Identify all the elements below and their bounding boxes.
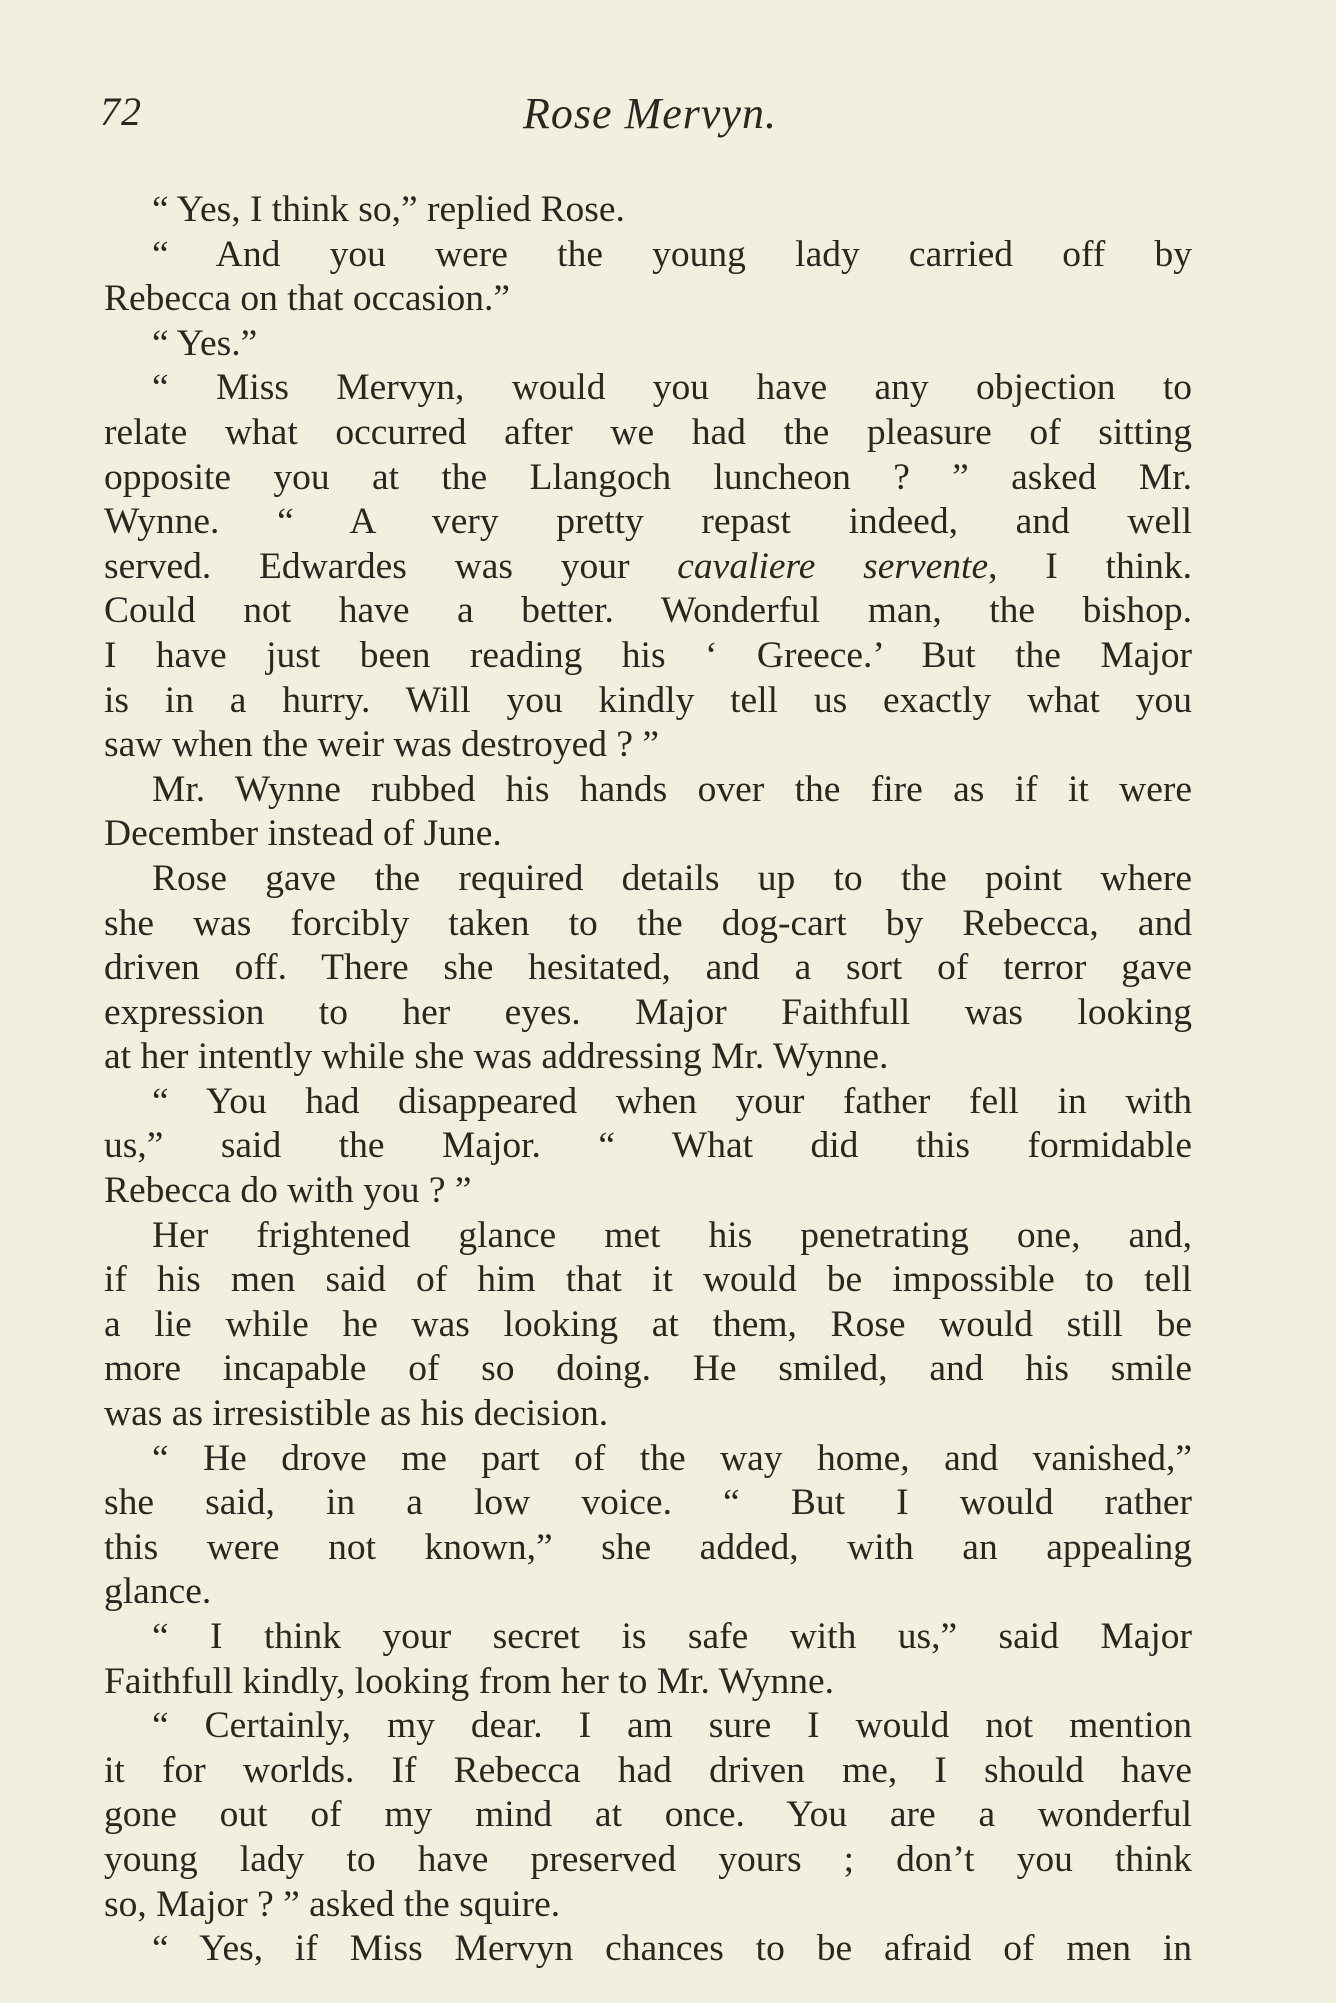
text-line: glance. (104, 1571, 212, 1613)
text-line: Mr. Wynne rubbed his hands over the fire as if it were (152, 768, 1192, 810)
text-line: was as irresistible as his decision. (104, 1393, 609, 1435)
text-line: opposite you at the Llangoch luncheon ? ” asked Mr. (104, 456, 1192, 498)
text-line: young lady to have preserved yours ; don’t you think (104, 1838, 1192, 1880)
text-line: Could not have a better. Wonderful man, the bishop. (104, 590, 1192, 632)
italic-phrase: cavaliere servente (677, 545, 989, 587)
text-line: it for worlds. If Rebecca had driven me, I should have (104, 1749, 1192, 1791)
text-line: Faithfull kindly, looking from her to Mr. Wynne. (104, 1660, 834, 1702)
text-line: she was forcibly taken to the dog-cart by Rebecca, and (104, 902, 1192, 944)
text-line: “ You had disappeared when your father fell in with (152, 1080, 1192, 1122)
text-line: more incapable of so doing. He smiled, and his smile (104, 1348, 1192, 1390)
text-line: she said, in a low voice. “ But I would rather (104, 1482, 1192, 1524)
text-line: is in a hurry. Will you kindly tell us exactly what you (104, 679, 1192, 721)
page-number: 72 (100, 89, 142, 134)
text-line: “ Yes, I think so,” replied Rose. (152, 189, 625, 230)
text-line: “ Certainly, my dear. I am sure I would not mention (152, 1705, 1192, 1747)
text-line: expression to her eyes. Major Faithfull was looking (104, 991, 1192, 1033)
text-line: Her frightened glance met his penetrating one, and, (152, 1214, 1192, 1256)
text-line: this were not known,” she added, with an appealing (104, 1526, 1192, 1568)
text-line: so, Major ? ” asked the squire. (104, 1883, 561, 1925)
text-line: gone out of my mind at once. You are a wonderful (104, 1794, 1192, 1836)
text-line: Wynne. “ A very pretty repast indeed, and well (104, 501, 1192, 543)
text-line: “ Yes.” (152, 322, 258, 364)
body-text (104, 188, 1192, 1972)
text-line: “ Yes, if Miss Mervyn chances to be afraid of men in (152, 1928, 1192, 1970)
text-line: Rose gave the required details up to the point where (152, 857, 1192, 899)
text-line: saw when the weir was destroyed ? ” (104, 724, 660, 766)
text-line: “ I think your secret is safe with us,” said Major (152, 1616, 1192, 1657)
text-line: “ Miss Mervyn, would you have any objection to (152, 367, 1192, 409)
running-head (100, 88, 1200, 148)
text-line: relate what occurred after we had the pleasure of sitting (104, 411, 1192, 453)
text-line: Rebecca do with you ? ” (104, 1170, 472, 1212)
text-line: Rebecca on that occasion.” (104, 278, 511, 320)
text-line: served. Edwardes was your cavaliere servente, I think. (104, 545, 1192, 587)
text-line: us,” said the Major. “ What did this formidable (104, 1125, 1192, 1167)
text-line: December instead of June. (104, 813, 502, 855)
running-title: Rose Mervyn. (523, 89, 777, 138)
text-line: a lie while he was looking at them, Rose would still be (104, 1303, 1192, 1345)
text-line: I have just been reading his ‘ Greece.’ But the Major (104, 634, 1192, 676)
text-line: driven off. There she hesitated, and a sort of terror gave (104, 947, 1192, 989)
text-line: “ He drove me part of the way home, and vanished,” (152, 1437, 1192, 1479)
text-line: if his men said of him that it would be impossible to tell (104, 1259, 1192, 1301)
text-line: “ And you were the young lady carried off by (152, 233, 1192, 275)
text-line: at her intently while she was addressing Mr. Wynne. (104, 1036, 889, 1078)
